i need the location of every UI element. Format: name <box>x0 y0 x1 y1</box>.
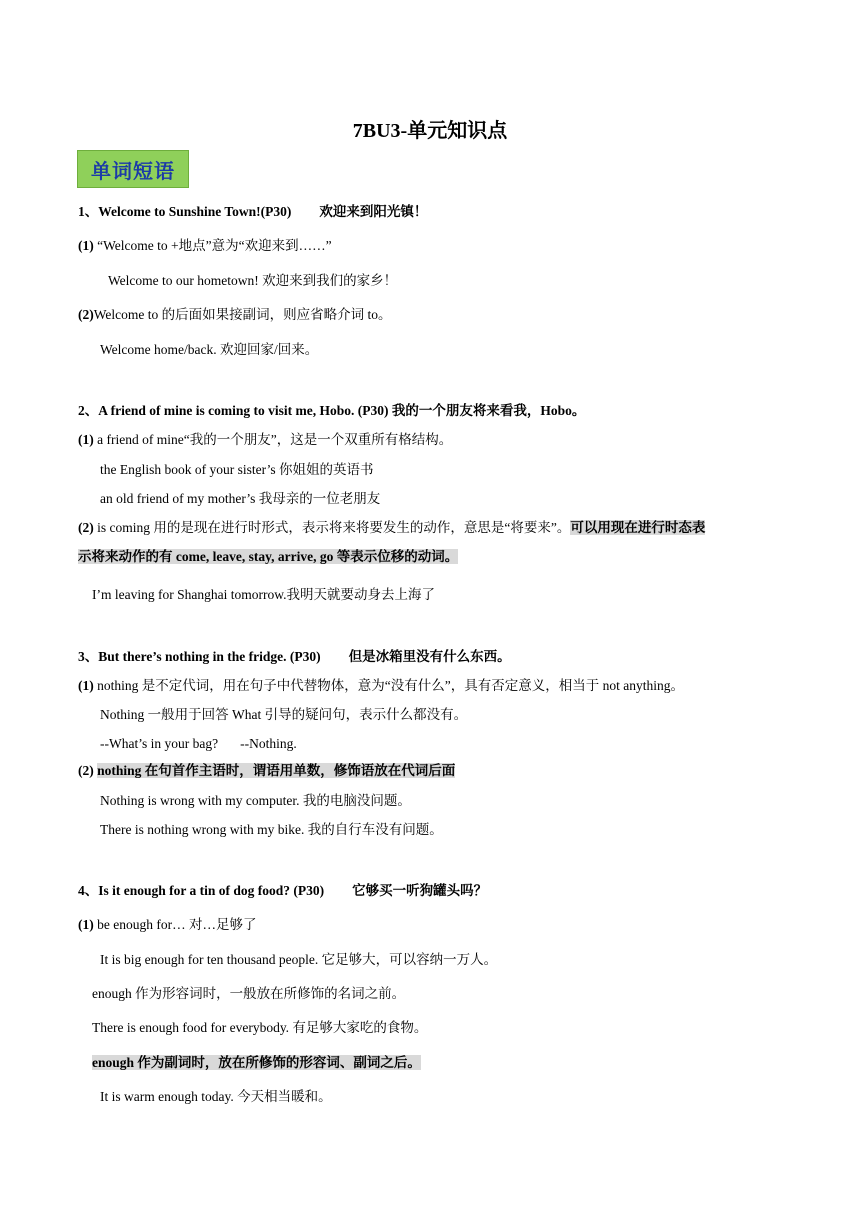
item-2-point-1 <box>78 431 452 449</box>
item-3-example-2 <box>100 735 297 753</box>
item-3-heading-cn: 但是冰箱里没有什么东西。 <box>348 649 511 664</box>
item-1-heading-en: 1、Welcome to Sunshine Town!(P30) <box>78 204 292 219</box>
section-badge: 单词短语 <box>77 150 189 188</box>
item-2-example-2: an old friend of my mother’s 我母亲的一位老朋友 <box>100 491 381 506</box>
item-3-heading <box>78 648 511 666</box>
dialog-answer: --Nothing. <box>240 736 297 751</box>
point-number: (1) <box>78 917 94 932</box>
item-4-heading <box>78 882 487 900</box>
item-4-example-2: There is enough food for everybody. 有足够大家吃的食物。 <box>92 1020 428 1035</box>
highlighted-text: enough 作为副词时，放在所修饰的形容词、副词之后。 <box>92 1055 421 1070</box>
item-1-heading-cn: 欢迎来到阳光镇！ <box>319 204 428 219</box>
item-4-point-1 <box>78 916 256 934</box>
item-3-example-3: Nothing is wrong with my computer. 我的电脑没问题。 <box>100 793 411 808</box>
point-text: “Welcome to +地点”意为“欢迎来到……” <box>93 238 332 253</box>
point-number: (2) <box>78 763 94 778</box>
item-4-heading-en: 4、Is it enough for a tin of dog food? (P30) <box>78 883 325 898</box>
item-1-example-2: Welcome home/back. 欢迎回家/回来。 <box>100 342 319 357</box>
item-4-example-1: It is big enough for ten thousand people. 它足够大，可以容纳一万人。 <box>100 952 498 967</box>
point-text: nothing 是不定代词，用在句子中代替物体，意为“没有什么”，具有否定意义，相当于 not anything。 <box>93 678 684 693</box>
item-2-point-2-cont <box>78 548 458 566</box>
item-2-point-2 <box>78 519 705 537</box>
point-text: Welcome to 的后面如果接副词，则应省略介词 to。 <box>93 307 392 322</box>
item-4-note-1: enough 作为形容词时，一般放在所修饰的名词之前。 <box>92 986 406 1001</box>
point-text: be enough for… 对…足够了 <box>93 917 257 932</box>
item-4-heading-cn: 它够买一听狗罐头吗？ <box>352 883 488 898</box>
highlighted-text: nothing 在句首作主语时，谓语用单数，修饰语放在代词后面 <box>97 763 456 778</box>
item-4-example-3: It is warm enough today. 今天相当暖和。 <box>100 1089 332 1104</box>
item-1-heading <box>78 203 427 221</box>
point-number: (1) <box>78 432 94 447</box>
item-2-example-3: I’m leaving for Shanghai tomorrow.我明天就要动身去上海了 <box>92 587 435 602</box>
item-3-point-1 <box>78 677 684 695</box>
item-3-heading-en: 3、But there’s nothing in the fridge. (P30) <box>78 649 321 664</box>
point-number: (2) <box>78 520 94 535</box>
item-4-note-2 <box>92 1054 421 1072</box>
item-1-point-1 <box>78 237 332 255</box>
item-1-example-1: Welcome to our hometown! 欢迎来到我们的家乡！ <box>108 273 398 288</box>
page-title: 7BU3-单元知识点 <box>352 120 508 142</box>
highlighted-text: 可以用现在进行时态表 <box>570 520 706 535</box>
point-text: a friend of mine“我的一个朋友”，这是一个双重所有格结构。 <box>93 432 453 447</box>
point-number: (1) <box>78 238 94 253</box>
item-3-point-2 <box>78 762 455 780</box>
item-3-example-4: There is nothing wrong with my bike. 我的自行车没有问题。 <box>100 822 443 837</box>
item-1-point-2 <box>78 306 392 324</box>
item-2-example-1: the English book of your sister’s 你姐姐的英语书 <box>100 462 374 477</box>
highlighted-text: 示将来动作的有 come, leave, stay, arrive, go 等表示位移的动词。 <box>78 549 459 564</box>
item-3-example-1: Nothing 一般用于回答 What 引导的疑问句，表示什么都没有。 <box>100 707 468 722</box>
item-2-heading: 2、A friend of mine is coming to visit me, Hobo. (P30) 我的一个朋友将来看我，Hobo。 <box>78 403 586 418</box>
point-number: (1) <box>78 678 94 693</box>
dialog-question: --What’s in your bag? <box>100 736 219 751</box>
point-text: is coming 用的是现在进行时形式，表示将来将要发生的动作，意思是“将要来”。 <box>93 520 571 535</box>
point-number: (2) <box>78 307 94 322</box>
